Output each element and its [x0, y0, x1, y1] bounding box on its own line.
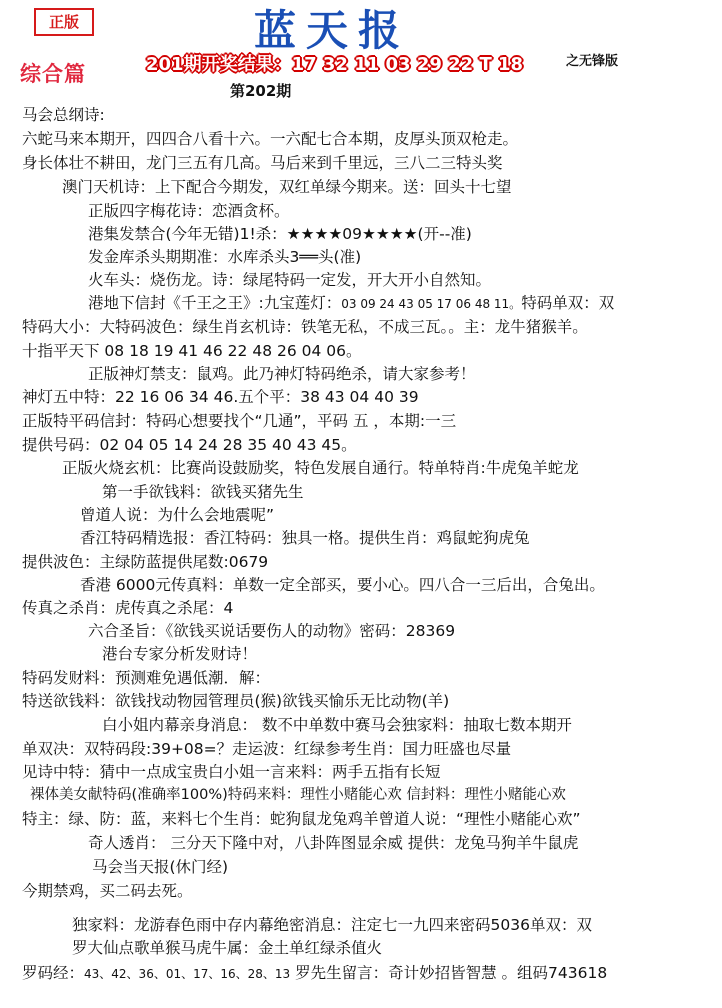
text-line: 马会总纲诗:: [22, 106, 105, 124]
section-title: 综合篇: [20, 62, 86, 86]
text-line: 特码发财料：预测难免遇低潮．解：: [22, 669, 271, 687]
text-line: 正版特平码信封：特码心想要找个“几通”，平码 五 ，本期:一三: [22, 412, 457, 430]
draw-result: 201期开奖结果：17 32 11 03 29 22 T 18: [146, 54, 524, 75]
text-line: 马会当天报(休门经): [92, 858, 229, 876]
text-line: 六合圣旨：《欲钱买说话要伤人的动物》密码：28369: [88, 622, 456, 640]
text-line: 澳门天机诗：上下配合今期发，双红单绿今期来。送：回头十七望: [62, 178, 512, 196]
text-line: 港台专家分析发财诗！: [102, 645, 258, 663]
text-line: 独家料：龙游春色雨中存内幕绝密消息：注定七一九四来密码5036单双：双: [72, 916, 592, 934]
text-line: 正版火烧玄机：比赛尚设鼓励奖，特色发展自通行。特单特肖:牛虎兔羊蛇龙: [62, 459, 579, 477]
text-line: 白小姐内幕亲身消息： 数不中单数中赛马会独家料：抽取七数本期开: [102, 716, 572, 734]
text-line: 港地下信封《千王之王》:九宝莲灯：03 09 24 43 05 17 06 48 11。特码单双：双: [88, 294, 615, 312]
text-line: 罗码经：43、42、36、01、17、16、28、13 罗先生留言：奇计妙招皆智慧 。组码743618: [22, 964, 608, 982]
text-line: 港集发禁合(今年无错)1!杀：★★★★09★★★★(开--准): [88, 225, 472, 243]
text-line: 罗大仙点歌单猴马虎牛属：金土单红绿杀值火: [72, 939, 383, 957]
text-line: 传真之杀肖：虎传真之杀尾：4: [22, 599, 234, 617]
text-line: 特主：绿、防：蓝，来料七个生肖：蛇狗鼠龙兔鸡羊曾道人说：“理性小赌能心欢”: [22, 810, 581, 828]
text-line: 见诗中特：猜中一点成宝贵白小姐一言来料：两手五指有长短: [22, 763, 441, 781]
luo-numbers: 43、42、36、01、17、16、28、13: [84, 967, 291, 981]
text-line: 身长体壮不耕田，龙门三五有几高。马后来到千里远，三八二三特头奖: [22, 154, 503, 172]
text-line: 特送欲钱料：欲钱找动物园管理员(猴)欲钱买愉乐无比动物(羊): [22, 692, 450, 710]
text-line: 特码大小：大特码波色：绿生肖玄机诗：铁笔无私，不成三瓦。。主：龙牛猪猴羊。: [22, 318, 588, 336]
text-line: 火车头：烧伤龙。诗：绿尾特码一定发，开大开小自然知。: [88, 271, 492, 289]
text-line: 香江特码精选报：香江特码：独具一格。提供生肖：鸡鼠蛇狗虎兔: [80, 529, 530, 547]
text-line: 十指平天下 08 18 19 41 46 22 48 26 04 06。: [22, 342, 362, 360]
text-line: 提供波色：主绿防蓝提供尾数:0679: [22, 553, 269, 571]
text-line: 单双决：双特码段:39+08=？走运波：红绿参考生肖：国力旺盛也尽量: [22, 740, 512, 758]
text-line: 裸体美女献特码(准确率100%)特码来料：理性小赌能心欢 信封料：理性小赌能心欢: [30, 787, 566, 803]
text-line: 神灯五中特：22 16 06 34 46.五个平：38 43 04 40 39: [22, 388, 419, 406]
text-line: 第一手欲钱料：欲钱买猪先生: [102, 483, 304, 501]
issue-number: 第202期: [230, 82, 292, 100]
text-line: 今期禁鸡，买二码去死。: [22, 882, 193, 900]
envelope-numbers: 03 09 24 43 05 17 06 48 11。: [341, 297, 522, 311]
text-line: 正版四字梅花诗：恋酒贪杯。: [88, 202, 290, 220]
text-line: 六蛇马来本期开，四四合八看十六。一六配七合本期，皮厚头顶双枪走。: [22, 130, 519, 148]
text-line: 正版神灯禁支：鼠鸡。此乃神灯特码绝杀，请大家参考！: [88, 365, 476, 383]
text-line: 发金库杀头期期准：水库杀头3══头(准): [88, 248, 362, 266]
text-line: 曾道人说：为什么会地震呢”: [80, 506, 275, 524]
edition-label: 之无锋版: [566, 54, 619, 69]
text-line: 提供号码：02 04 05 14 24 28 35 40 43 45。: [22, 436, 357, 454]
newspaper-title: 蓝天报: [254, 6, 411, 55]
luo-message: 罗先生留言：奇计妙招皆智慧 。组码743618: [295, 964, 608, 982]
text-line: 奇人透肖： 三分天下隆中对，八卦阵图显余威 提供：龙兔马狗羊牛鼠虎: [88, 834, 579, 852]
envelope-tail: 特码单双：双: [521, 294, 615, 312]
edition-stamp: 正版: [34, 8, 94, 36]
text-line: 香港 6000元传真料：单数一定全部买，要小心。四八合一三后出，合兔出。: [80, 576, 605, 594]
